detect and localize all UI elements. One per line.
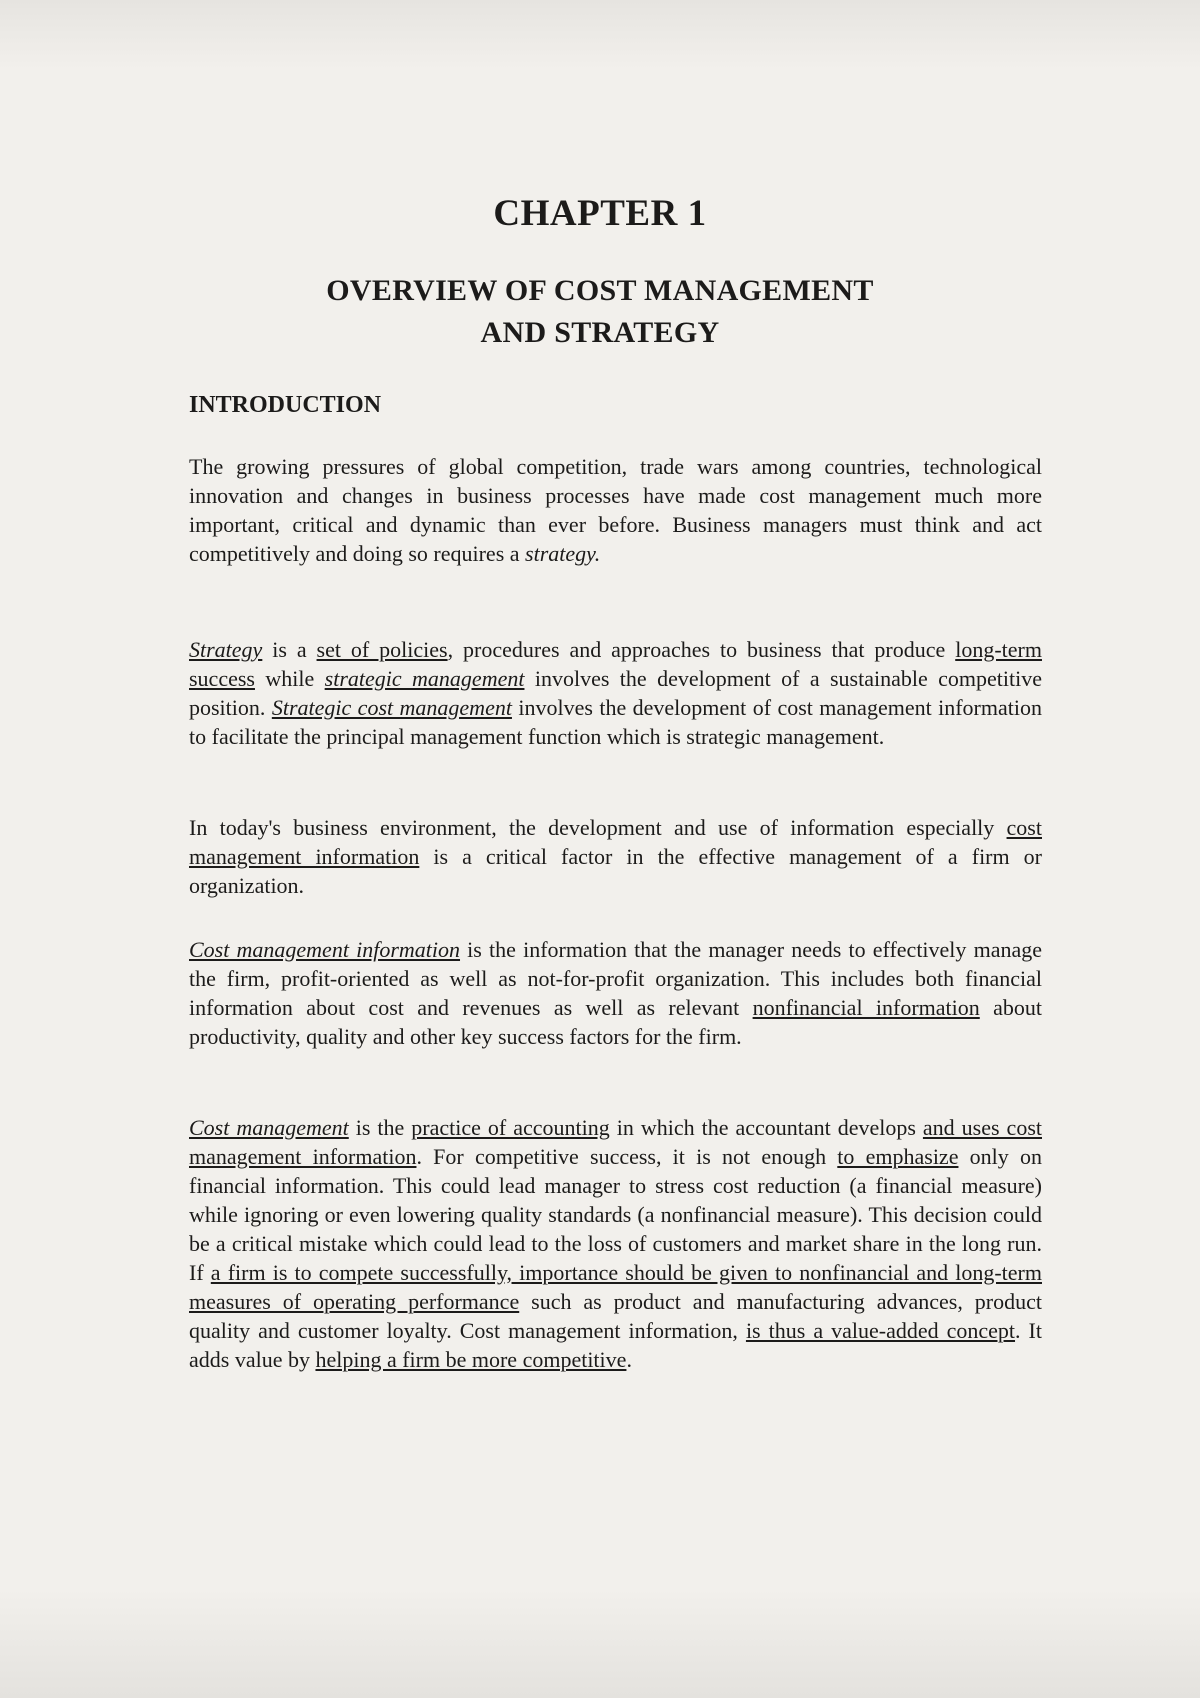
term-strategic-cost-management: Strategic cost management [271,695,512,720]
highlight-long-term-success: long-term success [189,637,1042,691]
term-cost-management: Cost management [189,1115,349,1140]
paragraph-2 [189,635,1042,751]
term-cost-management-information: Cost management information [189,937,461,962]
paragraph-2-text-e: involves the development of cost management information to facilitate the principal management function which is strategic management. [189,695,1042,749]
highlight-nonfinancial-information: nonfinancial information [752,995,980,1020]
emphasis-strategy: strategy. [525,541,601,566]
paragraph-2-text-a: is a [262,637,317,662]
chapter-title-line-1: OVERVIEW OF COST MANAGEMENT [326,274,874,307]
highlight-to-emphasize: to emphasize [837,1144,959,1169]
paragraph-5-text-d: only on financial information. This could lead manager to stress cost reduction (a financial measure) while ignoring or even lowering quality standards (a nonfinancial measure). This decision could be a critical mistake which could lead to the loss of customers and market share in the long run. If [189,1144,1042,1285]
highlight-practice-of-accounting: practice of accounting [411,1115,610,1140]
paragraph-5-text-e: such as product and manufacturing advances, product quality and customer loyalty. Cost management information, [189,1289,1042,1343]
paragraph-5-text-f: . It adds value by [189,1318,1042,1372]
paragraph-4-text-a: is the information that the manager needs to effectively manage the firm, profit-oriented as well as not-for-profit organization. This includes both financial information about cost and revenues as well as relevant [189,937,1042,1020]
paragraph-3-text-b: is a critical factor in the effective management of a firm or organization. [189,844,1042,898]
paragraph-5-text-a: is the [348,1115,412,1140]
chapter-heading: CHAPTER 1 [493,193,707,234]
paragraph-1-text: The growing pressures of global competition, trade wars among countries, technological innovation and changes in business processes have made cost management much more important, critical and dynamic than ever before. Business managers must think and act competitively and doing so requires a [189,454,1042,566]
highlight-uses-cost-management-information: and uses cost management information [189,1115,1042,1169]
term-strategy: Strategy [189,637,263,662]
chapter-title-line-2: AND STRATEGY [480,316,720,349]
chapter-title [0,270,1200,354]
paragraph-3-text-a: In today's business environment, the development and use of information especially [189,815,1007,840]
paragraph-5 [189,1113,1042,1374]
paragraph-5-text-c: . For competitive success, it is not enough [416,1144,838,1169]
paragraph-2-text-b: , procedures and approaches to business that produce [447,637,956,662]
paragraph-2-text-c: while [254,666,325,691]
highlight-more-competitive: helping a firm be more competitive [315,1347,627,1372]
paragraph-1 [189,452,1042,568]
paragraph-5-text-g: . [626,1347,632,1372]
paragraph-4-text-b: about productivity, quality and other key success factors for the firm. [189,995,1042,1049]
paragraph-4 [189,935,1042,1051]
highlight-compete-successfully: a firm is to compete successfully, importance should be given to nonfinancial and long-term measures of operating performance [189,1260,1042,1314]
paragraph-3 [189,813,1042,900]
highlight-value-added-concept: is thus a value-added concept [745,1318,1016,1343]
highlight-set-of-policies: set of policies [316,637,448,662]
paragraph-5-text-b: in which the accountant develops [609,1115,923,1140]
paragraph-2-text-d: involves the development of a sustainable competitive position. [189,666,1042,720]
term-strategic-management: strategic management [324,666,525,691]
highlight-cost-management-information: cost management information [189,815,1042,869]
section-heading-introduction: INTRODUCTION [189,392,382,418]
